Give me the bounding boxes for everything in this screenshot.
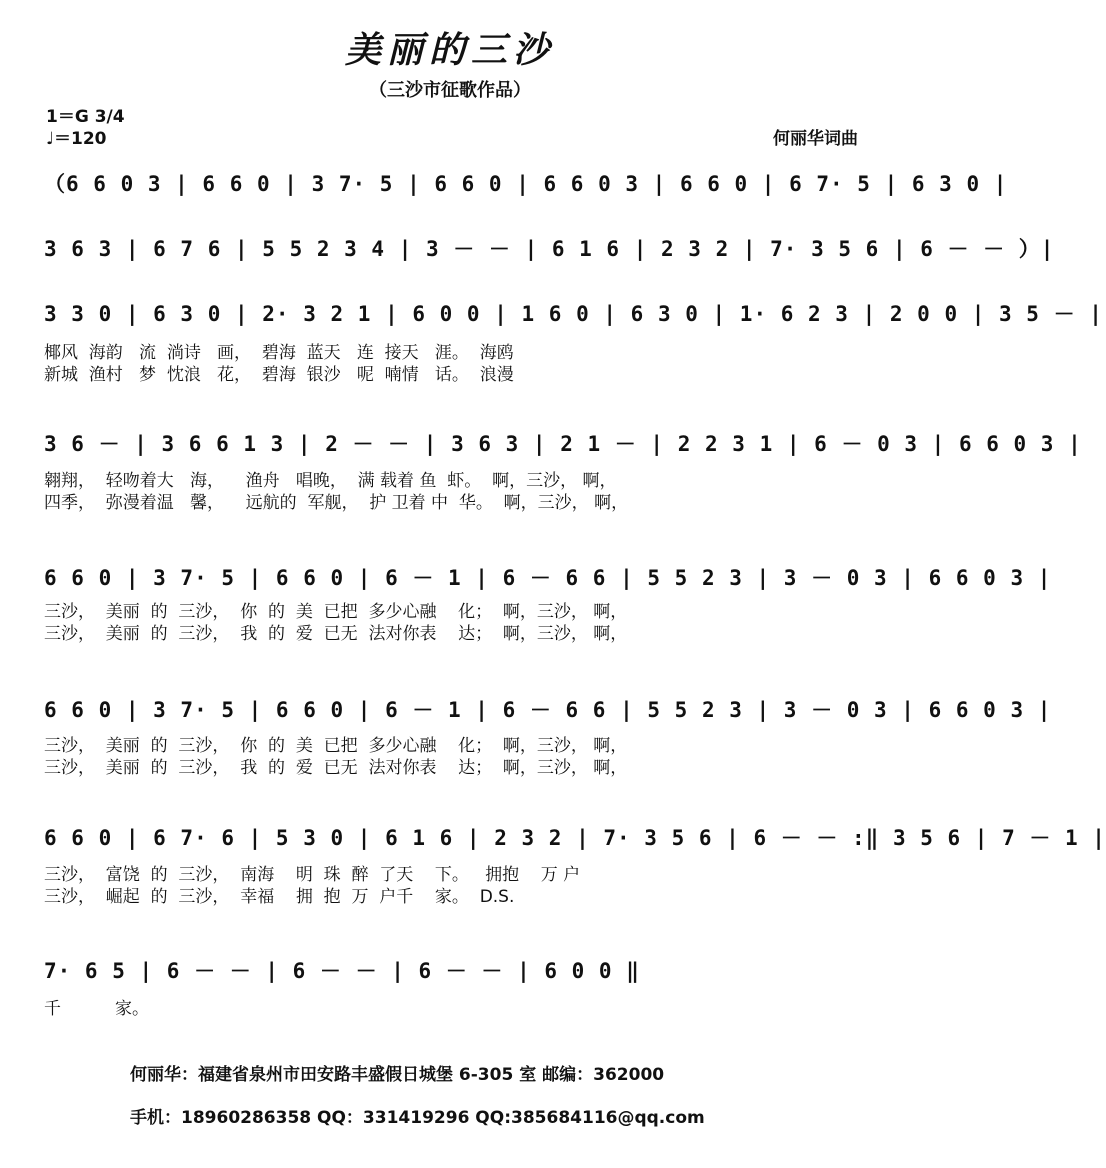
score-line-3: 3 3 0 | 6 3 0 | 2· 3 2 1 | 6 0 0 | 1 6 0 | 6 3 0 | 1· 6 2 3 | 2 0 0 | 3 5 － | — [44, 302, 1103, 326]
song-title: 美丽的三沙 — [344, 29, 555, 71]
credit-line: 何丽华词曲 — [773, 129, 858, 149]
score-line-7: 6 6 0 | 6 7· 6 | 5 3 0 | 6 1 6 | 2 3 2 | 7· 3 5 6 | 6 － － :‖ 3 5 6 | 7 － 1 | — [44, 826, 1106, 850]
lyric-line-6-verse-1: 三沙， 美丽 的 三沙， 你 的 美 已把 多少心融 化； 啊，三沙， 啊， — [44, 736, 628, 756]
key-signature: 1＝G 3/4 — [46, 107, 125, 127]
lyric-line-4-verse-2: 四季， 弥漫着温 馨， 远航的 军舰， 护 卫着 中 华。 啊，三沙， 啊， — [44, 493, 629, 513]
lyric-line-7-verse-1: 三沙， 富饶 的 三沙， 南海 明 珠 醉 了天 下。 拥抱 万 户 — [44, 865, 581, 885]
lyric-line-8-verse-1: 千 家。 — [44, 999, 150, 1019]
score-line-8: 7· 6 5 | 6 － － | 6 － － | 6 － － | 6 0 0 ‖ — [44, 959, 640, 983]
score-line-4: 3 6 － | 3 6 6 1 3 | 2 － － | 3 6 3 | 2 1 － | 2 2 3 1 | 6 － 0 3 | 6 6 0 3 | — [44, 432, 1082, 456]
lyric-line-5-verse-1: 三沙， 美丽 的 三沙， 你 的 美 已把 多少心融 化； 啊，三沙， 啊， — [44, 602, 628, 622]
tempo-marking: ♩＝120 — [46, 129, 107, 149]
score-line-1: （6 6 0 3 | 6 6 0 | 3 7· 5 | 6 6 0 | 6 6 0 3 | 6 6 0 | 6 7· 5 | 6 3 0 | — [44, 172, 1008, 196]
song-subtitle: （三沙市征歌作品） — [369, 80, 531, 101]
score-line-2: 3 6 3 | 6 7 6 | 5 5 2 3 4 | 3 － － | 6 1 6 | 2 3 2 | 7· 3 5 6 | 6 － － ）| — [44, 237, 1055, 261]
footer-contact: 手机：18960286358 QQ：331419296 QQ:385684116@qq.com — [130, 1108, 705, 1128]
lyric-line-3-verse-1: 椰风 海韵 流 淌诗 画， 碧海 蓝天 连 接天 涯。 海鸥 — [44, 343, 514, 363]
lyric-line-7-verse-2: 三沙， 崛起 的 三沙， 幸福 拥 抱 万 户千 家。 D.S. — [44, 887, 515, 907]
lyric-line-3-verse-2: 新城 渔村 梦 忱浪 花， 碧海 银沙 呢 喃情 话。 浪漫 — [44, 365, 514, 385]
footer-address: 何丽华：福建省泉州市田安路丰盛假日城堡 6-305 室 邮编：362000 — [130, 1065, 665, 1085]
lyric-line-6-verse-2: 三沙， 美丽 的 三沙， 我 的 爱 已无 法对你表 达； 啊，三沙， 啊， — [44, 758, 628, 778]
score-line-5: 6 6 0 | 3 7· 5 | 6 6 0 | 6 － 1 | 6 － 6 6 | 5 5 2 3 | 3 － 0 3 | 6 6 0 3 | — [44, 566, 1052, 590]
score-line-6: 6 6 0 | 3 7· 5 | 6 6 0 | 6 － 1 | 6 － 6 6 | 5 5 2 3 | 3 － 0 3 | 6 6 0 3 | — [44, 698, 1052, 722]
lyric-line-4-verse-1: 翱翔， 轻吻着大 海， 渔舟 唱晚， 满 载着 鱼 虾。 啊，三沙， 啊， — [44, 471, 617, 491]
lyric-line-5-verse-2: 三沙， 美丽 的 三沙， 我 的 爱 已无 法对你表 达； 啊，三沙， 啊， — [44, 624, 628, 644]
